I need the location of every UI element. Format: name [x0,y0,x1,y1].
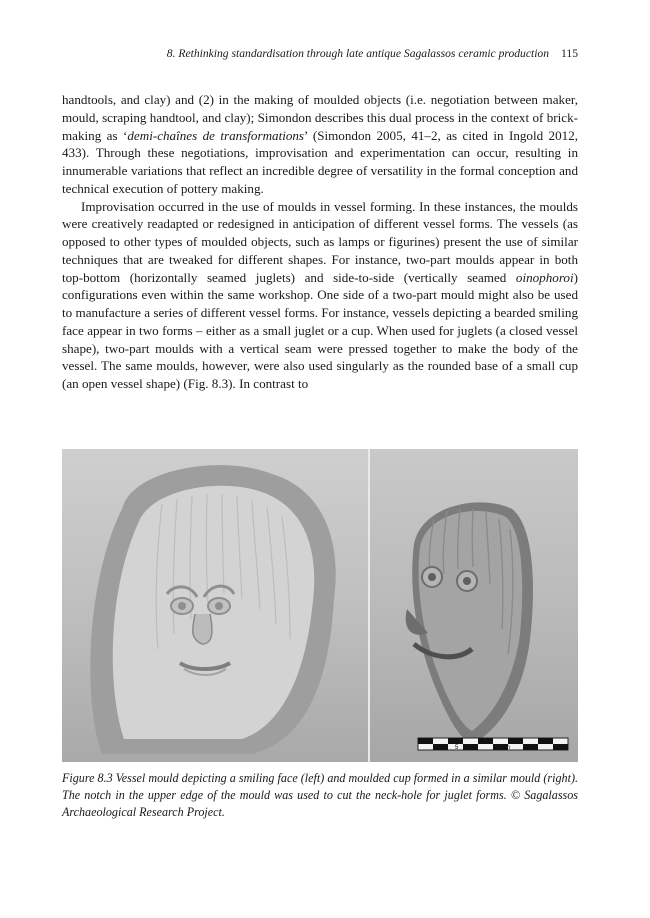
vessel-mould [90,465,335,754]
paragraph-2-italic-term: oinophoroi [515,269,574,285]
paragraph-2 [62,198,578,393]
chapter-title: 8. Rethinking standardisation through late antique Sagalassos ceramic production [166,47,550,60]
paragraph-1 [62,91,578,198]
paragraph-1-italic-term: demi-chaînes de transformations [127,127,305,143]
moulded-cup [406,502,533,744]
scale-bar-label-cm: cm [502,745,510,751]
paragraph-1-text-a: handtools, and clay) and (2) in the making of moulded objects (i.e. negotiation between maker, mould, scraping handtool, and clay); Simondon describes this dual process in the context of brick-making as ‘ [62,92,578,143]
paragraph-2-text-a: Improvisation occurred in the use of moulds in vessel forming. In these instances, the moulds were creatively readapted or redesigned in anticipation of different vessel forms. The vessels (as opposed to other types of moulded objects, such as lamps or figurines) present the use of similar techniques that are tweaked for different shapes. For instance, two-part moulds appear in both top-bottom (horizontally seamed juglets) and side-to-side (vertically seamed [62,198,578,285]
body-text [62,91,578,393]
running-header [62,47,578,60]
paragraph-2-text-b: ) configurations even within the same workshop. One side of a two-part mould might also be used to manufacture a series of different vessel forms. For instance, vessels depicting a bearded smiling face appear in two forms – either as a small juglet or a cup. When used for juglets (a closed vessel shape), two-part moulds with a vertical seam were pressed together to make the body of the vessel. The same moulds, however, were also used singularly as the rounded base of a small cup (an open vessel shape) (Fig. 8.3). In contrast to [62,269,578,391]
paragraph-1-text-b: ’ (Simondon 2005, 41–2, as cited in Ingold 2012, 433). Through these negotiations, improvisation and experimentation can occur, resulting in innumerable variations that reflect an incredible degree of versatility in the formal conception and technical execution of pottery making. [62,127,579,196]
scale-bar [418,738,568,751]
page-number: 115 [561,47,578,60]
figure-photograph [62,449,578,762]
figure-illustration [62,449,578,762]
figure-caption: Figure 8.3 Vessel mould depicting a smiling face (left) and moulded cup formed in a similar mould (right). The notch in the upper edge of the mould was used to cut the neck-hole for juglet forms. © Sagalassos Archaeological Research Project. [62,771,578,819]
scale-bar-label-5: 5 [455,745,459,751]
